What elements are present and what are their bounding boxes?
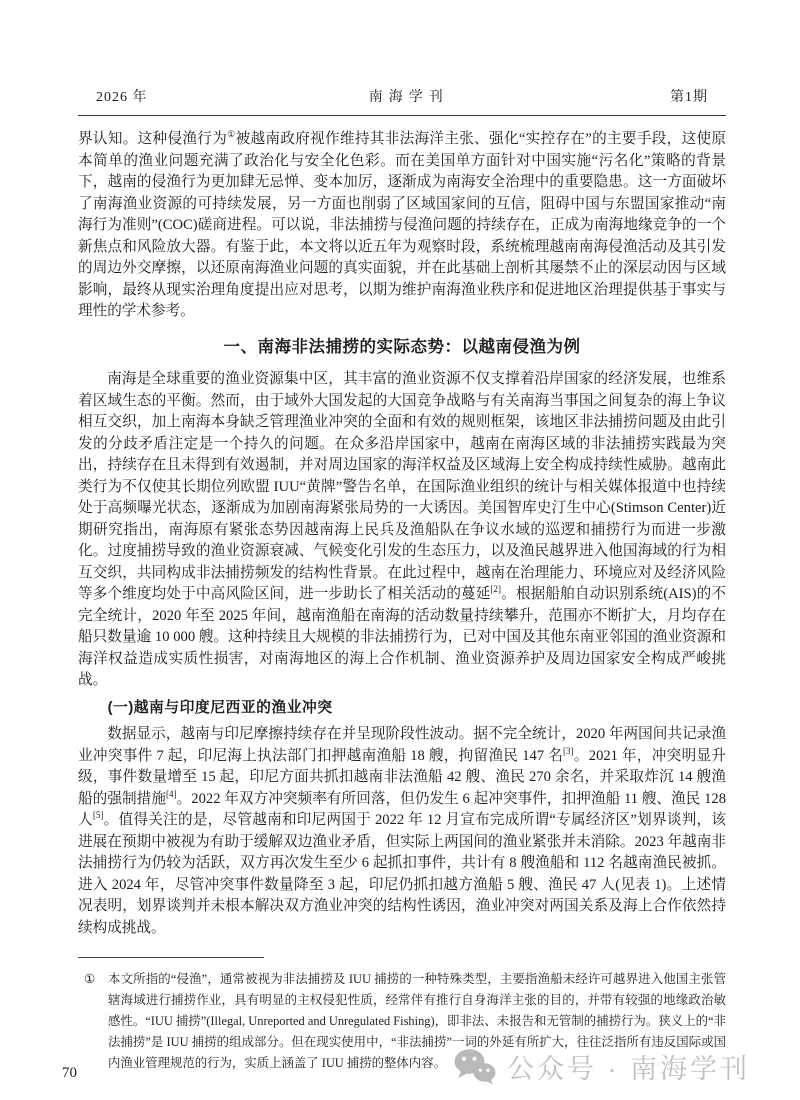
header-year: 2026 年 <box>96 90 148 105</box>
reference-marker: [4] <box>166 788 177 799</box>
section-heading: 一、南海非法捕捞的实际态势：以越南侵渔为例 <box>223 336 581 356</box>
paragraph: 南海是全球重要的渔业资源集中区，其丰富的渔业资源不仅支撑着沿岸国家的经济发展，也维系着区域生态的平衡。然而，由于域外大国发起的大国竞争战略与有关南海当事国之间复杂的海上争议相互交织，加上南海本身缺乏管理渔业冲突的全面和有效的规则框架，该地区非法捕捞问题及由此引发的分歧矛盾注定是一个持久的问题。在众多沿岸国家中，越南在南海区域的非法捕捞实践最为突出，持续存在且未得到有效遏制，并对周边国家的海洋权益及区域海上安全构成持续性威胁。越南此类行为不仅使其长期位列欧盟 IUU“黄牌”警告名单，在国际渔业组织的统计与相关媒体报道中也持续处于高频曝光状态，逐渐成为加剧南海紧张局势的一大诱因。美国智库史汀生中心(Stimson Center)近期研究指出，南海原有紧张态势因越南海上民兵及渔船队在争议水域的巡逻和捕捞行为而进一步激化。过度捕捞导致的渔业资源衰减、气候变化引发的生态压力，以及渔民越界进入他国海域的行为相互交织，共同构成非法捕捞频发的结构性背景。在此过程中，越南在治理能力、环境应对及经济风险等多个维度均处于中高风险区间，进一步助长了相关活动的蔓延[2]。根据船舶自动识别系统(AIS)的不完全统计，2020 年至 2025 年间，越南渔船在南海的活动数量持续攀升，范围亦不断扩大，月均存在船只数量逾 10 000 艘。这种持续且大规模的非法捕捞行为，已对中国及其他东南亚邻国的渔业资源和海洋权益造成实质性损害，对南海地区的海上合作机制、渔业资源养护及周边国家安全构成严峻挑战。 <box>78 371 726 688</box>
wechat-icon <box>453 1048 497 1086</box>
paragraph: 数据显示，越南与印尼摩擦持续存在并呈现阶段性波动。据不完全统计，2020 年两国间共记录渔业冲突事件 7 起，印尼海上执法部门扣押越南渔船 18 艘，拘留渔民 147 名[3]。2021 年，冲突明显升级，事件数量增至 15 起，印尼方面共抓扣越南非法渔船 42 艘、渔民 270 余名，并采取炸沉 14 艘渔船的强制措施[4]。2022 年双方冲突频率有所回落，但仍发生 6 起冲突事件，扣押渔船 11 艘、渔民 128 人[5]。值得关注的是，尽管越南和印尼两国于 2022 年 12 月宣布完成所谓“专属经济区”划界谈判，该进展在预期中被视为有助于缓解双边渔业矛盾，但实际上两国间的渔业紧张并未消除。2023 年越南非法捕捞行为仍较为活跃，双方再次发生至少 6 起抓扣事件，共计有 8 艘渔船和 112 名越南渔民被抓。进入 2024 年，尽管冲突事件数量降至 3 起，印尼仍抓扣越方渔船 5 艘、渔民 47 人(见表 1)。上述情况表明，划界谈判并未根本解决双方渔业冲突的结构性诱因，渔业冲突对两国关系及海上合作依然持续构成挑战。 <box>78 726 726 936</box>
reference-marker: [3] <box>563 745 574 756</box>
page-header <box>78 86 726 116</box>
header-journal-title: 南海学刊 <box>368 90 449 105</box>
page-content <box>78 86 726 939</box>
footnote-text: 本文所指的“侵渔”，通常被视为非法捕捞及 IUU 捕捞的一种特殊类型，主要指渔船未经许可越界进入他国主张管辖海域进行捕捞作业，具有明显的主权侵犯性质，经常伴有推行自身海洋主张的目的，并带有较强的地缘政治敏感性。“IUU 捕捞”(Illegal, Unreported and Unregulated Fishing)，即非法、未报告和无管制的捕捞行为。狭义上的“非法捕捞”是 IUU 捕捞的组成部分。但在现实使用中，“非法捕捞”一词的外延有所扩大，往往泛指所有违反国际或国内渔业管理规范的行为，实质上涵盖了 IUU 捕捞的整体内容。 <box>108 972 726 1070</box>
wechat-watermark <box>453 1047 750 1086</box>
reference-marker: [2] <box>490 584 502 595</box>
header-issue: 第1期 <box>670 90 708 105</box>
reference-marker: ① <box>227 129 236 140</box>
footnote-divider <box>78 957 264 958</box>
subsection-heading: (一)越南与印度尼西亚的渔业冲突 <box>107 699 333 716</box>
paragraph-continuation: 界认知。这种侵渔行为①被越南政府视作维持其非法海洋主张、强化“实控存在”的主要手段，这使原本简单的渔业问题充满了政治化与安全化色彩。而在美国单方面针对中国实施“污名化”策略的背景下，越南的侵渔行为更加肆无忌惮、变本加厉，逐渐成为南海安全治理中的重要隐患。这一方面破坏了南海渔业资源的可持续发展，另一方面也削弱了区域国家间的互信，阻碍中国与东盟国家推动“南海行为准则”(COC)磋商进程。可以说，非法捕捞与侵渔问题的持续存在，正成为南海地缘竞争的一个新焦点和风险放大器。有鉴于此，本文将以近五年为观察时段，系统梳理越南南海侵渔活动及其引发的周边外交摩擦，以还原南海渔业问题的真实面貌，并在此基础上剖析其屡禁不止的深层动因与区域影响，最终从现实治理角度提出应对思考，以期为维护南海渔业秩序和促进地区治理提供基于事实与理性的学术参考。 <box>78 129 726 319</box>
article-body <box>78 129 726 939</box>
reference-marker: [5] <box>92 810 104 821</box>
page-number: 70 <box>62 1065 77 1081</box>
footnote-marker: ① <box>84 972 96 986</box>
watermark-text: 公众号 · 南海学刊 <box>507 1054 750 1084</box>
